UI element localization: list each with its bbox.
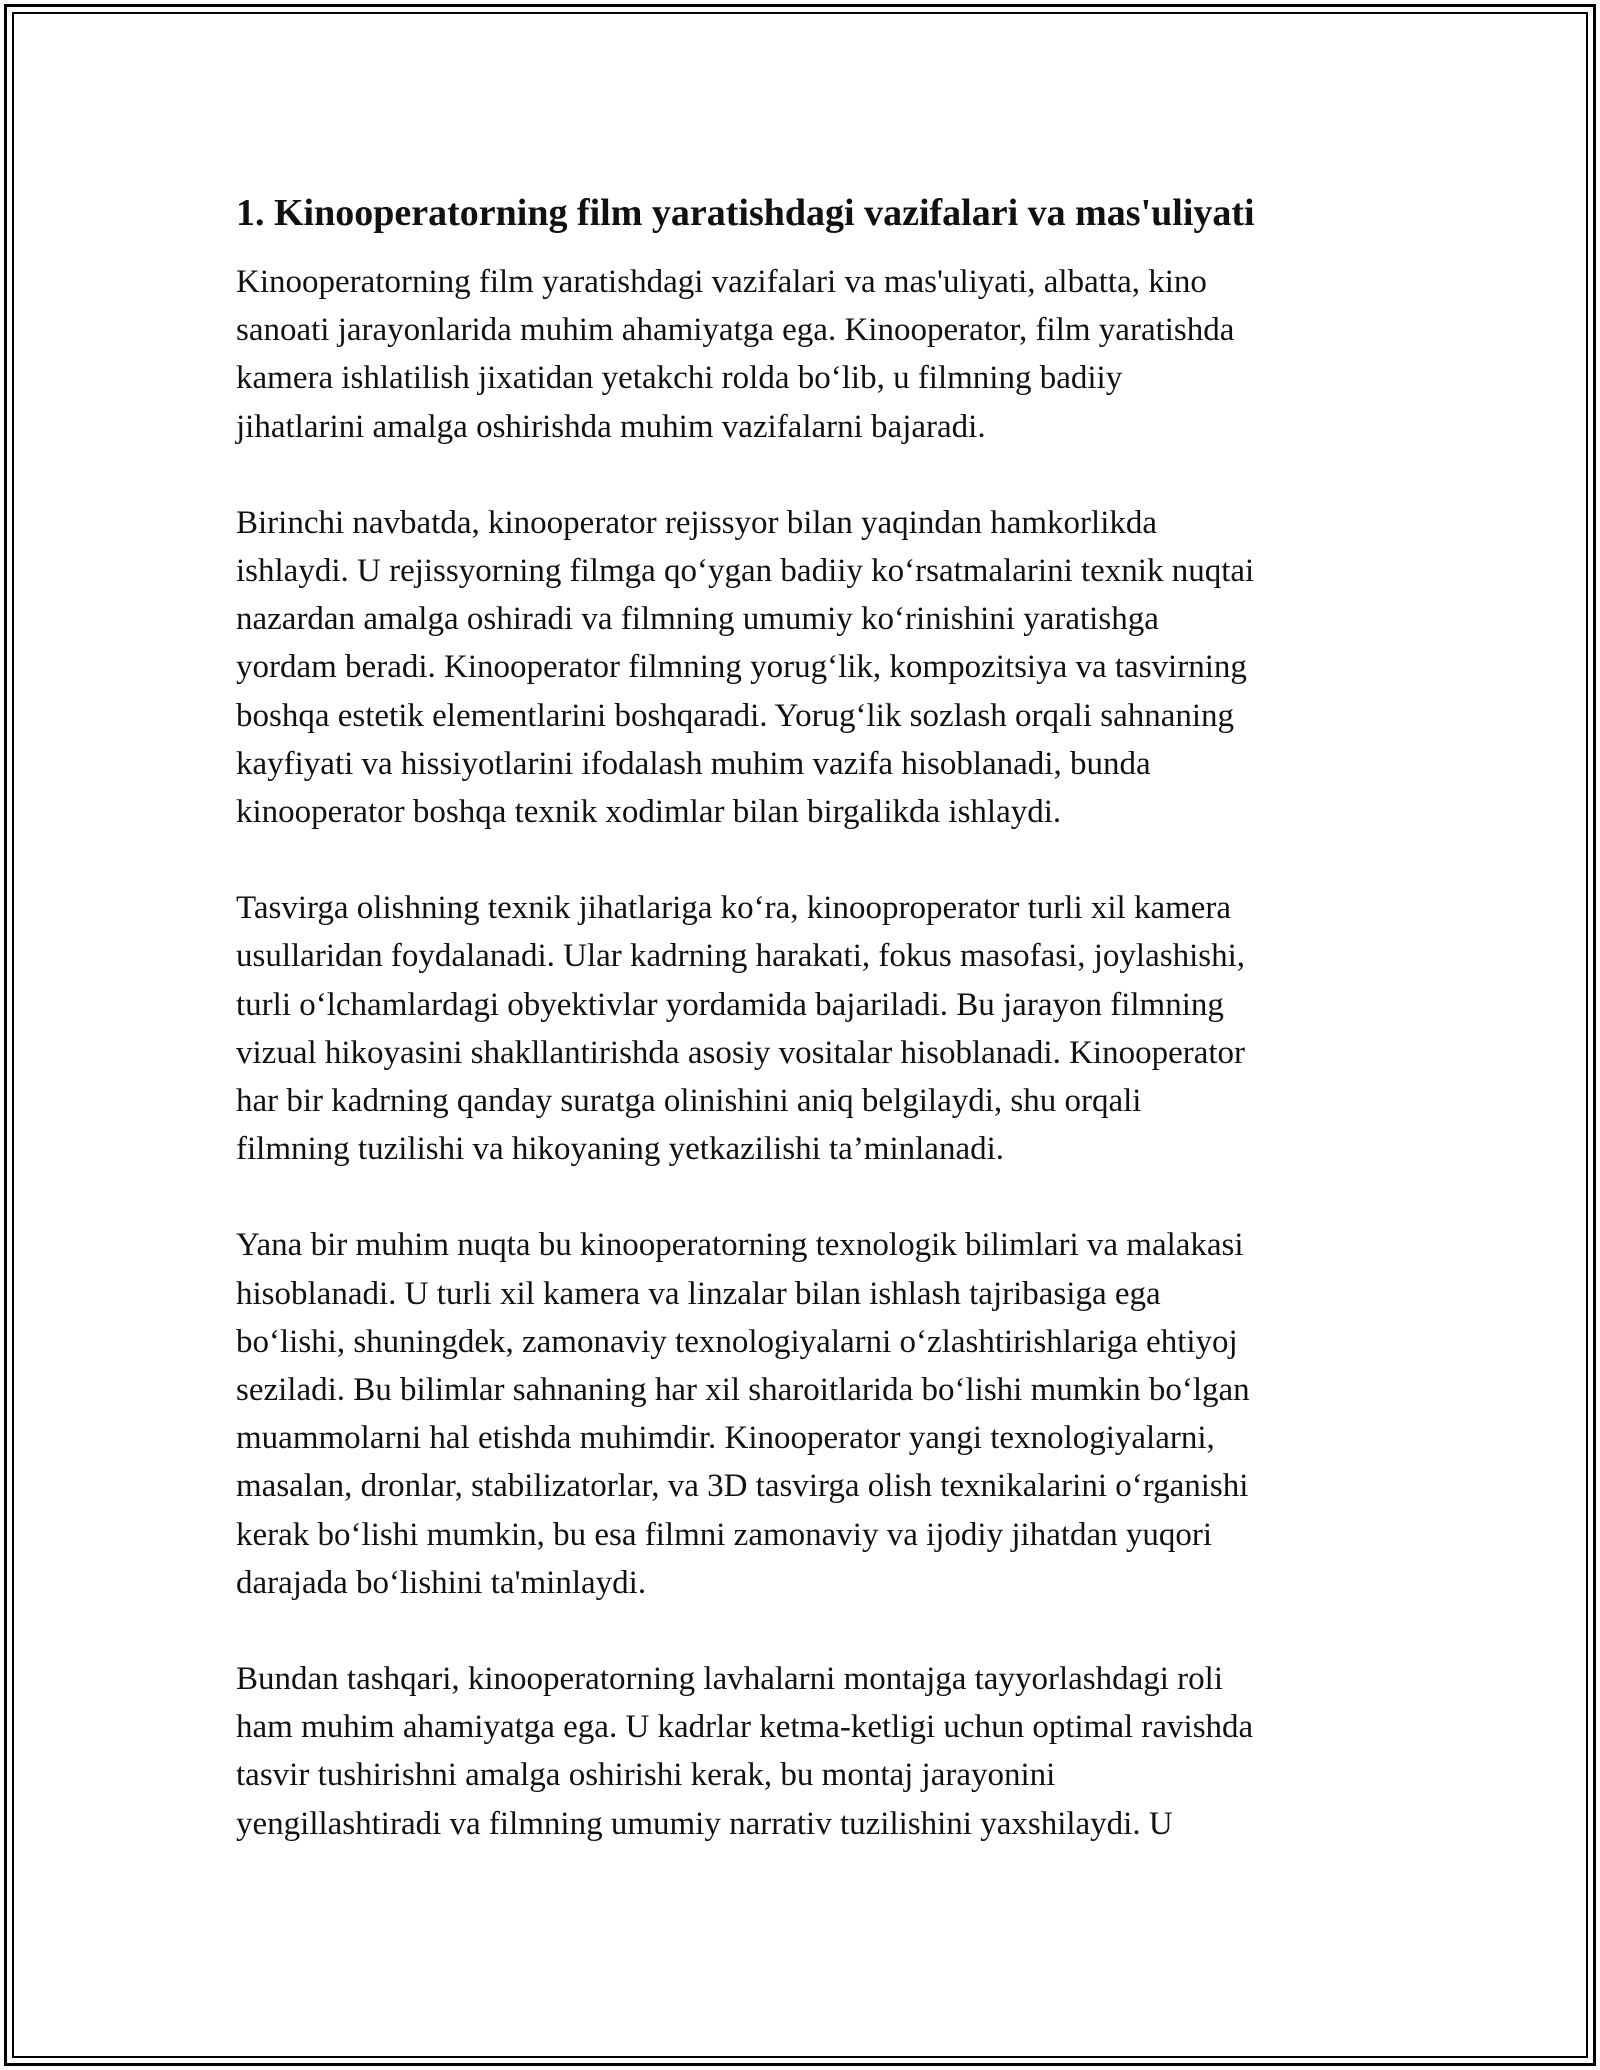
document-body — [236, 188, 1396, 1848]
paragraph-2: Birinchi navbatda, kinooperator rejissyor bilan yaqindan hamkorlikda ishlaydi. U rejissyorning filmga qo‘ygan badiiy ko‘rsatmalarini texnik nuqtai nazardan amalga oshiradi va filmning umumiy ko‘rinishini yaratishga yordam beradi. Kinooperator filmning yorug‘lik, kompozitsiya va tasvirning boshqa estetik elementlarini boshqaradi. Yorug‘lik sozlash orqali sahnaning kayfiyati va hissiyotlarini ifodalash muhim vazifa hisoblanadi, bunda kinooperator boshqa texnik xodimlar bilan birgalikda ishlaydi. — [236, 504, 1255, 831]
section-heading: 1. Kinooperatorning film yaratishdagi vazifalari va mas'uliyati — [236, 192, 1255, 234]
paragraph-3: Tasvirga olishning texnik jihatlariga ko‘ra, kinooproperator turli xil kamera usullaridan foydalanadi. Ular kadrning harakati, fokus masofasi, joylashishi, turli o‘lchamlardagi obyektivlar yordamida bajariladi. Bu jarayon filmning vizual hikoyasini shakllantirishda asosiy vositalar hisoblanadi. Kinooperator har bir kadrning qanday suratga olinishini aniq belgilaydi, shu orqali filmning tuzilishi va hikoyaning yetkazilishi ta’minlanadi. — [236, 890, 1246, 1168]
paragraph-4: Yana bir muhim nuqta bu kinooperatorning texnologik bilimlari va malakasi hisoblanadi. U turli xil kamera va linzalar bilan ishlash tajribasiga ega bo‘lishi, shuningdek, zamonaviy texnologiyalarni o‘zlashtirishlariga ehtiyoj seziladi. Bu bilimlar sahnaning har xil sharoitlarida bo‘lishi mumkin bo‘lgan muammolarni hal etishda muhimdir. Kinooperator yangi texnologiyalarni, masalan, dronlar, stabilizatorlar, va 3D tasvirga olish texnikalarini o‘rganishi kerak bo‘lishi mumkin, bu esa filmni zamonaviy va ijodiy jihatdan yuqori darajada bo‘lishini ta'minlaydi. — [236, 1227, 1250, 1601]
paragraph-5: Bundan tashqari, kinooperatorning lavhalarni montajga tayyorlashdagi roli ham muhim ahamiyatga ega. U kadrlar ketma-ketligi uchun optimal ravishda tasvir tushirishni amalga oshirishi kerak, bu montaj jarayonini yengillashtiradi va filmning umumiy narrativ tuzilishini yaxshilaydi. U — [236, 1661, 1254, 1842]
paragraph-1: Kinooperatorning film yaratishdagi vazifalari va mas'uliyati, albatta, kino sanoati jarayonlarida muhim ahamiyatga ega. Kinooperator, film yaratishda kamera ishlatilish jixatidan yetakchi rolda bo‘lib, u filmning badiiy jihatlarini amalga oshirishda muhim vazifalarni bajaradi. — [236, 264, 1235, 445]
